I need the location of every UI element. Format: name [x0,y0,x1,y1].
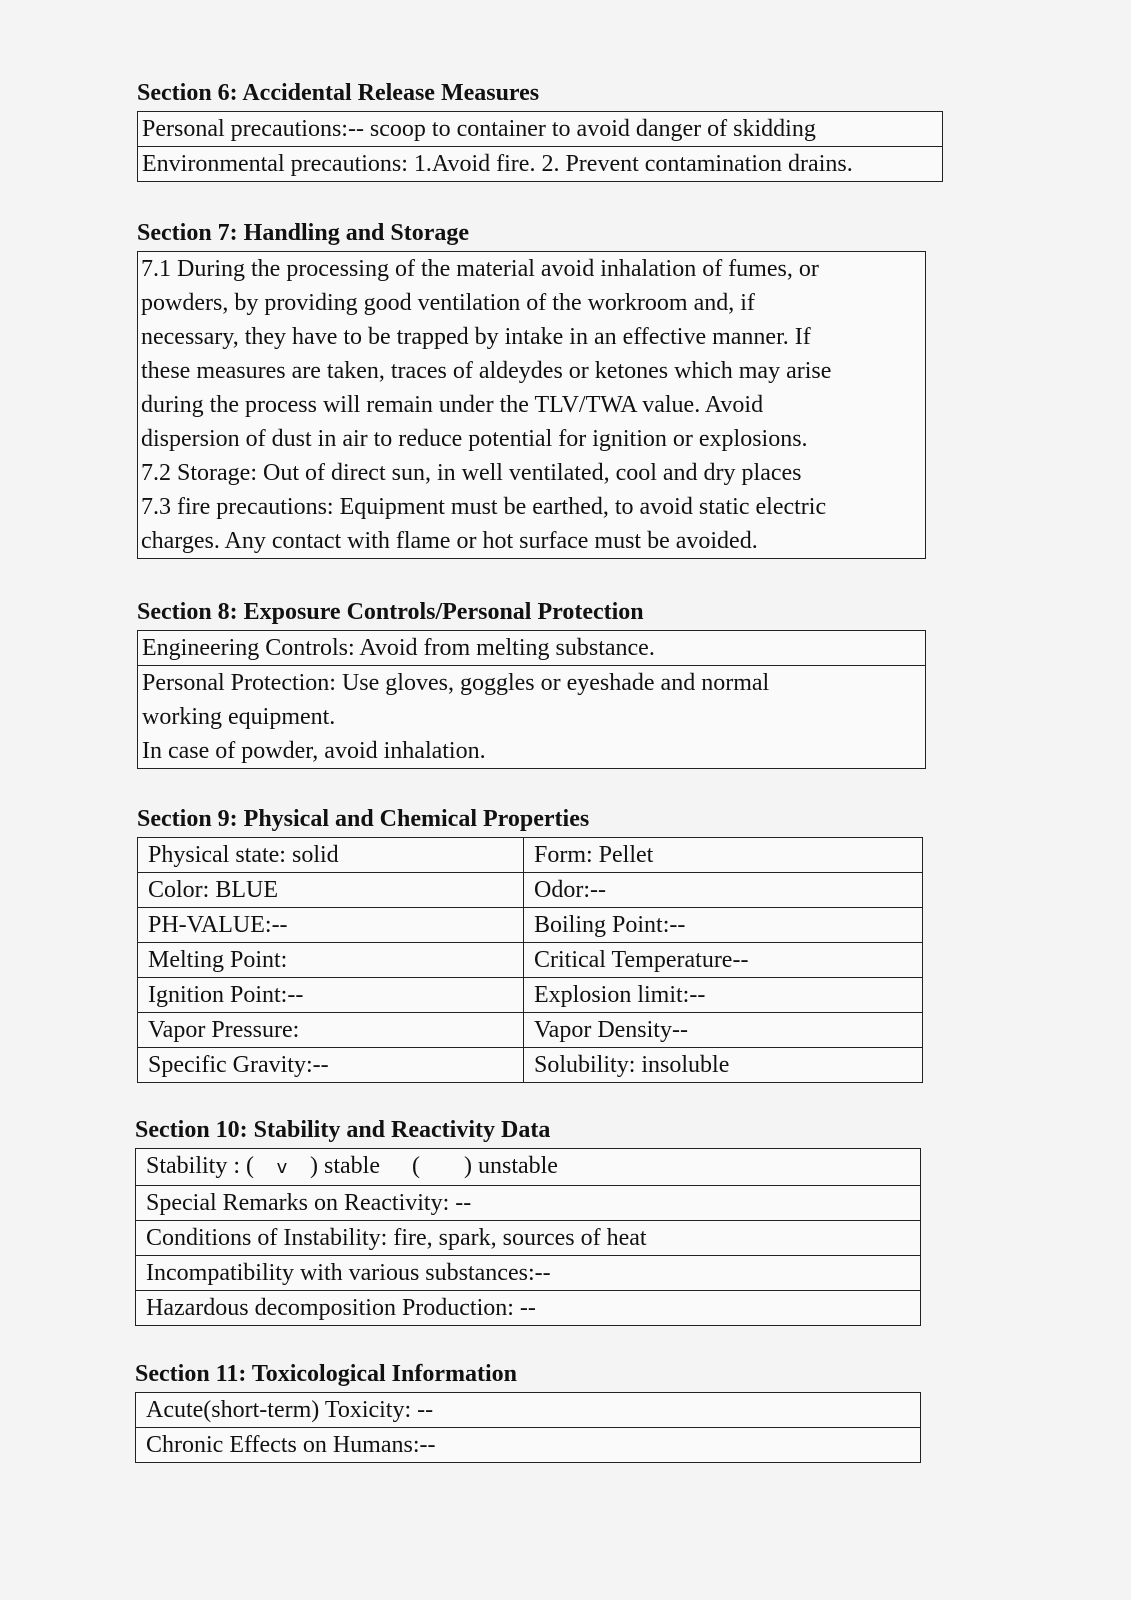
section-8 [137,597,927,769]
section-6 [137,78,943,182]
section-11-table [135,1392,921,1463]
stability-label: Stability : ( [146,1153,254,1179]
special-remarks-row: Special Remarks on Reactivity: -- [136,1185,920,1220]
property-cell: PH-VALUE:-- [138,907,524,942]
section-10-heading: Section 10: Stability and Reactivity Data [135,1117,551,1143]
property-cell: Ignition Point:-- [138,977,524,1012]
property-cell: Specific Gravity:-- [138,1047,524,1082]
conditions-instability-row: Conditions of Instability: fire, spark, sources of heat [136,1220,920,1255]
stability-row [136,1149,920,1185]
property-cell: Vapor Density-- [524,1012,922,1047]
chronic-effects-row: Chronic Effects on Humans:-- [136,1427,920,1462]
property-cell: Explosion limit:-- [524,977,922,1012]
incompatibility-row: Incompatibility with various substances:-- [136,1255,920,1290]
section-7-heading: Section 7: Handling and Storage [137,220,470,246]
handling-storage-text: 7.1 During the processing of the material avoid inhalation of fumes, or powders, by providing good ventilation of the workroom and, if necessary, they have to be trapped by intake in an effective manner. If these measures are taken, traces of aldeydes or ketones which may arise during the process will remain under the TLV/TWA value. Avoid dispersion of dust in air to reduce potential for ignition or explosions. 7.2 Storage: Out of direct sun, in well ventilated, cool and dry places 7.3 fire precautions: Equipment must be earthed, to avoid static electric charges. Any contact with flame or hot surface must be avoided. [141,256,832,554]
properties-table [137,837,923,1083]
property-cell: Boiling Point:-- [524,907,922,942]
section-7 [137,218,927,559]
personal-precautions-row: Personal precautions:-- scoop to container to avoid danger of skidding [142,116,816,142]
personal-protection-row: Personal Protection: Use gloves, goggles or eyeshade and normal working equipment. In case of powder, avoid inhalation. [138,665,925,768]
hazardous-decomposition-row: Hazardous decomposition Production: -- [136,1290,920,1325]
property-cell: Melting Point: [138,942,524,977]
section-9 [137,804,927,1083]
property-cell: Form: Pellet [534,842,654,868]
section-6-table [137,111,943,182]
section-11 [135,1359,925,1463]
property-cell: Physical state: solid [138,838,524,872]
stability-check-mark: v [276,1157,288,1178]
unstable-label: ) unstable [463,1153,558,1179]
section-9-heading: Section 9: Physical and Chemical Properties [137,806,590,832]
property-cell: Critical Temperature-- [524,942,922,977]
section-10-table [135,1148,921,1326]
property-cell: Solubility: insoluble [524,1047,922,1082]
property-cell: Odor:-- [524,872,922,907]
acute-toxicity-row: Acute(short-term) Toxicity: -- [146,1397,434,1423]
section-7-box [137,251,926,559]
section-8-heading: Section 8: Exposure Controls/Personal Protection [137,599,644,625]
section-6-heading: Section 6: Accidental Release Measures [137,80,540,106]
environmental-precautions-row: Environmental precautions: 1.Avoid fire. 2. Prevent contamination drains. [138,146,942,181]
stable-label: ) stable [310,1153,380,1179]
section-8-table [137,630,926,769]
property-cell: Vapor Pressure: [138,1012,524,1047]
engineering-controls-row: Engineering Controls: Avoid from melting substance. [142,635,655,661]
section-11-heading: Section 11: Toxicological Information [135,1361,518,1387]
unstable-open-paren: ( [411,1153,420,1179]
property-cell: Color: BLUE [138,872,524,907]
section-10 [135,1115,925,1326]
